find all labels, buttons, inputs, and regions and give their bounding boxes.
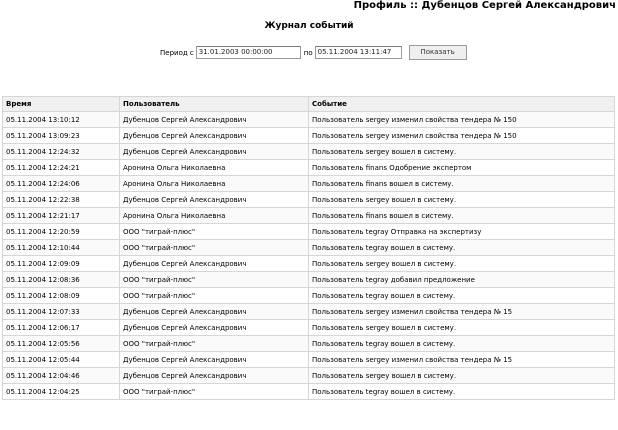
table-row bbox=[3, 320, 615, 336]
cell-event: Пользователь tegray вошел в систему. bbox=[309, 336, 615, 352]
table-row bbox=[3, 208, 615, 224]
events-table bbox=[2, 96, 615, 400]
cell-event: Пользователь finans вошел в систему. bbox=[309, 176, 615, 192]
cell-user: Дубенцов Сергей Александрович bbox=[120, 352, 309, 368]
page-title: Журнал событий bbox=[264, 21, 354, 31]
show-button[interactable]: Показать bbox=[409, 45, 467, 60]
table-row bbox=[3, 304, 615, 320]
cell-user: Дубенцов Сергей Александрович bbox=[120, 256, 309, 272]
cell-event: Пользователь tegray Отправка на экспертизу bbox=[309, 224, 615, 240]
period-to-input[interactable]: 05.11.2004 13:11:47 bbox=[315, 46, 402, 59]
column-header-time: Время bbox=[3, 97, 120, 112]
cell-user: ООО "тиграй-плюс" bbox=[120, 224, 309, 240]
table-row bbox=[3, 240, 615, 256]
cell-user: Дубенцов Сергей Александрович bbox=[120, 304, 309, 320]
cell-user: Дубенцов Сергей Александрович bbox=[120, 128, 309, 144]
cell-user: Дубенцов Сергей Александрович bbox=[120, 320, 309, 336]
cell-event: Пользователь tegray добавил предложение bbox=[309, 272, 615, 288]
cell-time: 05.11.2004 12:24:32 bbox=[3, 144, 120, 160]
cell-user: Аронина Ольга Николаевна bbox=[120, 176, 309, 192]
table-row bbox=[3, 256, 615, 272]
table-header-row bbox=[3, 97, 615, 112]
cell-time: 05.11.2004 12:08:36 bbox=[3, 272, 120, 288]
cell-event: Пользователь tegray вошел в систему. bbox=[309, 240, 615, 256]
table-row bbox=[3, 112, 615, 128]
cell-event: Пользователь sergey изменил свойства тендера № 150 bbox=[309, 112, 615, 128]
cell-event: Пользователь sergey вошел в систему. bbox=[309, 368, 615, 384]
cell-user: ООО "тиграй-плюс" bbox=[120, 288, 309, 304]
cell-event: Пользователь tegray вошел в систему. bbox=[309, 384, 615, 400]
profile-header: Профиль :: Дубенцов Сергей Александрович bbox=[353, 0, 616, 11]
cell-event: Пользователь finans вошел в систему. bbox=[309, 208, 615, 224]
table-row bbox=[3, 288, 615, 304]
cell-user: Аронина Ольга Николаевна bbox=[120, 208, 309, 224]
cell-time: 05.11.2004 12:05:56 bbox=[3, 336, 120, 352]
cell-user: Дубенцов Сергей Александрович bbox=[120, 368, 309, 384]
period-to-label: по bbox=[303, 48, 313, 57]
cell-event: Пользователь finans Одобрение экспертом bbox=[309, 160, 615, 176]
cell-event: Пользователь sergey вошел в систему. bbox=[309, 144, 615, 160]
table-row bbox=[3, 144, 615, 160]
table-body bbox=[3, 112, 615, 400]
cell-time: 05.11.2004 12:22:38 bbox=[3, 192, 120, 208]
table-row bbox=[3, 224, 615, 240]
column-header-event: Событие bbox=[309, 97, 615, 112]
cell-time: 05.11.2004 13:09:23 bbox=[3, 128, 120, 144]
period-filter bbox=[160, 45, 467, 60]
cell-user: Дубенцов Сергей Александрович bbox=[120, 144, 309, 160]
cell-time: 05.11.2004 12:24:21 bbox=[3, 160, 120, 176]
cell-user: ООО "тиграй-плюс" bbox=[120, 240, 309, 256]
table-row bbox=[3, 272, 615, 288]
cell-time: 05.11.2004 12:08:09 bbox=[3, 288, 120, 304]
cell-user: Аронина Ольга Николаевна bbox=[120, 160, 309, 176]
table-row bbox=[3, 352, 615, 368]
cell-time: 05.11.2004 12:09:09 bbox=[3, 256, 120, 272]
cell-time: 05.11.2004 12:04:46 bbox=[3, 368, 120, 384]
cell-event: Пользователь sergey вошел в систему. bbox=[309, 256, 615, 272]
cell-event: Пользователь sergey изменил свойства тендера № 150 bbox=[309, 128, 615, 144]
cell-event: Пользователь sergey вошел в систему. bbox=[309, 192, 615, 208]
cell-time: 05.11.2004 12:04:25 bbox=[3, 384, 120, 400]
table-row bbox=[3, 128, 615, 144]
table-row bbox=[3, 160, 615, 176]
cell-user: Дубенцов Сергей Александрович bbox=[120, 112, 309, 128]
cell-user: ООО "тиграй-плюс" bbox=[120, 384, 309, 400]
period-from-label: Период с bbox=[160, 48, 194, 57]
cell-event: Пользователь tegray вошел в систему. bbox=[309, 288, 615, 304]
table-row bbox=[3, 336, 615, 352]
cell-time: 05.11.2004 12:06:17 bbox=[3, 320, 120, 336]
cell-user: ООО "тиграй-плюс" bbox=[120, 272, 309, 288]
cell-event: Пользователь sergey изменил свойства тендера № 15 bbox=[309, 352, 615, 368]
cell-time: 05.11.2004 12:10:44 bbox=[3, 240, 120, 256]
cell-event: Пользователь sergey изменил свойства тендера № 15 bbox=[309, 304, 615, 320]
table-row bbox=[3, 192, 615, 208]
cell-time: 05.11.2004 12:07:33 bbox=[3, 304, 120, 320]
column-header-user: Пользователь bbox=[120, 97, 309, 112]
cell-time: 05.11.2004 12:20:59 bbox=[3, 224, 120, 240]
cell-user: Дубенцов Сергей Александрович bbox=[120, 192, 309, 208]
cell-event: Пользователь sergey вошел в систему. bbox=[309, 320, 615, 336]
table-row bbox=[3, 368, 615, 384]
cell-user: ООО "тиграй-плюс" bbox=[120, 336, 309, 352]
cell-time: 05.11.2004 12:21:17 bbox=[3, 208, 120, 224]
cell-time: 05.11.2004 13:10:12 bbox=[3, 112, 120, 128]
table-row bbox=[3, 384, 615, 400]
period-from-input[interactable]: 31.01.2003 00:00:00 bbox=[196, 46, 301, 59]
cell-time: 05.11.2004 12:24:06 bbox=[3, 176, 120, 192]
cell-time: 05.11.2004 12:05:44 bbox=[3, 352, 120, 368]
table-row bbox=[3, 176, 615, 192]
